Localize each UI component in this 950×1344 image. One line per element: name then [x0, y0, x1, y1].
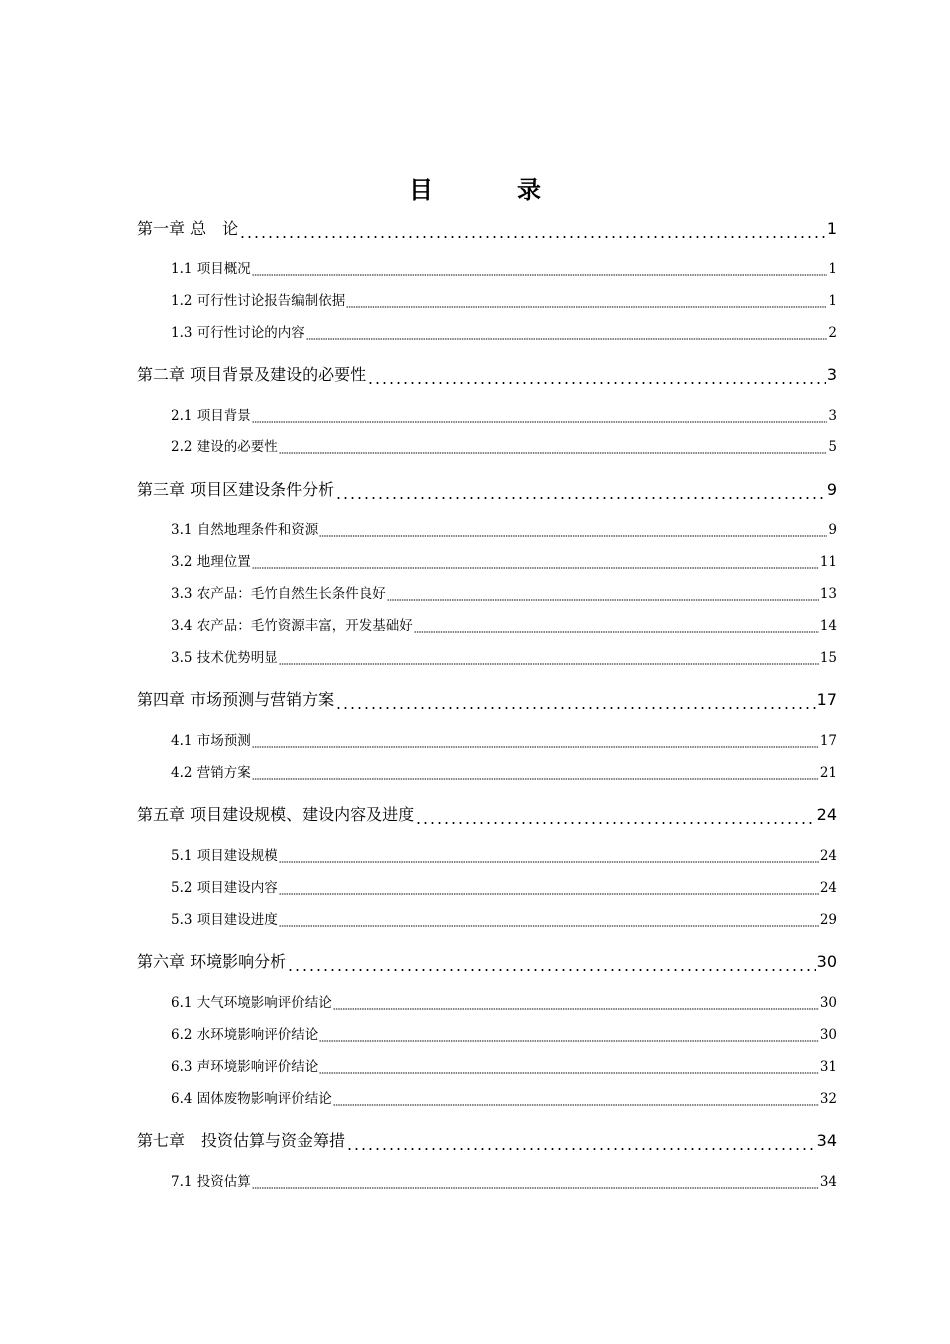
toc-entry-label: 5.3 项目建设进度 — [171, 912, 278, 928]
toc-entry-section[interactable] — [171, 1057, 837, 1077]
dot-leader — [252, 763, 819, 783]
dot-leader — [346, 1128, 816, 1154]
toc-entry-chapter[interactable] — [137, 477, 837, 503]
dot-leader — [367, 362, 826, 388]
toc-entry-label: 3.1 自然地理条件和资源 — [171, 522, 319, 538]
dot-leader — [415, 802, 816, 828]
dot-leader — [252, 731, 819, 751]
toc-entry-label: 1.2 可行性讨论报告编制依据 — [171, 293, 346, 309]
toc-entry-section[interactable] — [171, 323, 837, 343]
toc-entry-page: 9 — [826, 480, 837, 499]
toc-entry-label: 第六章 环境影响分析 — [137, 952, 287, 971]
dot-leader — [279, 910, 819, 930]
toc-entry-section[interactable] — [171, 878, 837, 898]
toc-entry-section[interactable] — [171, 1172, 837, 1192]
toc-entry-label: 5.2 项目建设内容 — [171, 880, 278, 896]
toc-entry-label: 1.3 可行性讨论的内容 — [171, 325, 305, 341]
toc-entry-page: 21 — [819, 765, 837, 781]
toc-entry-page: 3 — [828, 408, 837, 424]
dot-leader — [414, 616, 819, 636]
toc-entry-page: 24 — [816, 805, 837, 824]
toc-entry-label: 3.2 地理位置 — [171, 554, 251, 570]
toc-title-char: 目 — [409, 176, 475, 204]
toc-entry-label: 4.2 营销方案 — [171, 765, 251, 781]
dot-leader — [252, 552, 819, 572]
dot-leader — [252, 1172, 819, 1192]
toc-entry-label: 2.2 建设的必要性 — [171, 439, 278, 455]
toc-entry-page: 29 — [819, 912, 837, 928]
dot-leader — [319, 520, 827, 540]
toc-entry-section[interactable] — [171, 406, 837, 426]
toc-entry-label: 4.1 市场预测 — [171, 733, 251, 749]
toc-entry-chapter[interactable] — [137, 687, 837, 713]
toc-entry-chapter[interactable] — [137, 802, 837, 828]
toc-entry-label: 7.1 投资估算 — [171, 1174, 251, 1190]
toc-entry-page: 2 — [828, 325, 837, 341]
toc-entry-page: 30 — [819, 995, 837, 1011]
toc-entry-label: 第七章 投资估算与资金筹措 — [137, 1131, 346, 1150]
toc-title — [0, 170, 950, 210]
dot-leader — [287, 949, 816, 975]
toc-entry-section[interactable] — [171, 846, 837, 866]
toc-entry-chapter[interactable] — [137, 949, 837, 975]
toc-entry-page: 34 — [816, 1131, 837, 1150]
toc-entry-section[interactable] — [171, 993, 837, 1013]
dot-leader — [279, 846, 819, 866]
toc-entry-label: 2.1 项目背景 — [171, 408, 251, 424]
toc-entry-label: 第五章 项目建设规模、建设内容及进度 — [137, 805, 415, 824]
dot-leader — [335, 687, 816, 713]
toc-entry-label: 1.1 项目概况 — [171, 261, 251, 277]
dot-leader — [306, 323, 828, 343]
toc-entry-chapter[interactable] — [137, 362, 837, 388]
toc-entry-section[interactable] — [171, 731, 837, 751]
toc-entry-page: 1 — [828, 261, 837, 277]
toc-entry-page: 1 — [828, 293, 837, 309]
toc-entry-page: 17 — [819, 733, 837, 749]
toc-entry-label: 3.4 农产品：毛竹资源丰富，开发基础好 — [171, 618, 413, 634]
dot-leader — [279, 648, 819, 668]
toc-entry-page: 32 — [819, 1091, 837, 1107]
toc-entry-label: 第一章 总 论 — [137, 219, 239, 238]
dot-leader — [252, 406, 828, 426]
toc-entry-page: 24 — [819, 880, 837, 896]
toc-entry-page: 30 — [816, 952, 837, 971]
toc-entry-page: 13 — [819, 586, 837, 602]
toc-entry-section[interactable] — [171, 910, 837, 930]
toc-entry-label: 第三章 项目区建设条件分析 — [137, 480, 335, 499]
dot-leader — [279, 437, 828, 457]
toc-entry-section[interactable] — [171, 763, 837, 783]
dot-leader — [387, 584, 819, 604]
dot-leader — [319, 1057, 819, 1077]
toc-entry-page: 17 — [816, 690, 837, 709]
dot-leader — [319, 1025, 819, 1045]
toc-entry-section[interactable] — [171, 520, 837, 540]
dot-leader — [333, 993, 819, 1013]
dot-leader — [346, 291, 827, 311]
toc-entry-page: 1 — [826, 219, 837, 238]
toc-entry-section[interactable] — [171, 291, 837, 311]
toc-entry-label: 6.3 声环境影响评价结论 — [171, 1059, 319, 1075]
toc-entry-page: 9 — [828, 522, 837, 538]
toc-entry-page: 3 — [826, 365, 837, 384]
toc-entry-label: 第二章 项目背景及建设的必要性 — [137, 365, 367, 384]
toc-entry-label: 3.3 农产品：毛竹自然生长条件良好 — [171, 586, 386, 602]
dot-leader — [252, 259, 828, 279]
toc-entry-label: 5.1 项目建设规模 — [171, 848, 278, 864]
toc-entry-section[interactable] — [171, 552, 837, 572]
toc-entry-section[interactable] — [171, 616, 837, 636]
dot-leader — [239, 216, 826, 242]
toc-entry-page: 34 — [819, 1174, 837, 1190]
toc-entry-label: 6.1 大气环境影响评价结论 — [171, 995, 332, 1011]
toc-entry-chapter[interactable] — [137, 1128, 837, 1154]
toc-entry-page: 31 — [819, 1059, 837, 1075]
toc-entry-label: 3.5 技术优势明显 — [171, 650, 278, 666]
dot-leader — [333, 1089, 819, 1109]
toc-entry-chapter[interactable] — [137, 216, 837, 242]
toc-entry-section[interactable] — [171, 437, 837, 457]
toc-entry-section[interactable] — [171, 584, 837, 604]
toc-entry-section[interactable] — [171, 259, 837, 279]
toc-entry-page: 30 — [819, 1027, 837, 1043]
dot-leader — [335, 477, 826, 503]
dot-leader — [279, 878, 819, 898]
toc-entry-page: 11 — [819, 554, 837, 570]
toc-entry-label: 第四章 市场预测与营销方案 — [137, 690, 335, 709]
toc-entry-section[interactable] — [171, 648, 837, 668]
toc-entry-page: 5 — [828, 439, 837, 455]
toc-entry-page: 15 — [819, 650, 837, 666]
toc-entry-page: 24 — [819, 848, 837, 864]
toc-entry-section[interactable] — [171, 1025, 837, 1045]
toc-entry-section[interactable] — [171, 1089, 837, 1109]
toc-title-char: 录 — [517, 176, 583, 204]
toc-entry-page: 14 — [819, 618, 837, 634]
toc-entry-label: 6.4 固体废物影响评价结论 — [171, 1091, 332, 1107]
toc-entry-label: 6.2 水环境影响评价结论 — [171, 1027, 319, 1043]
